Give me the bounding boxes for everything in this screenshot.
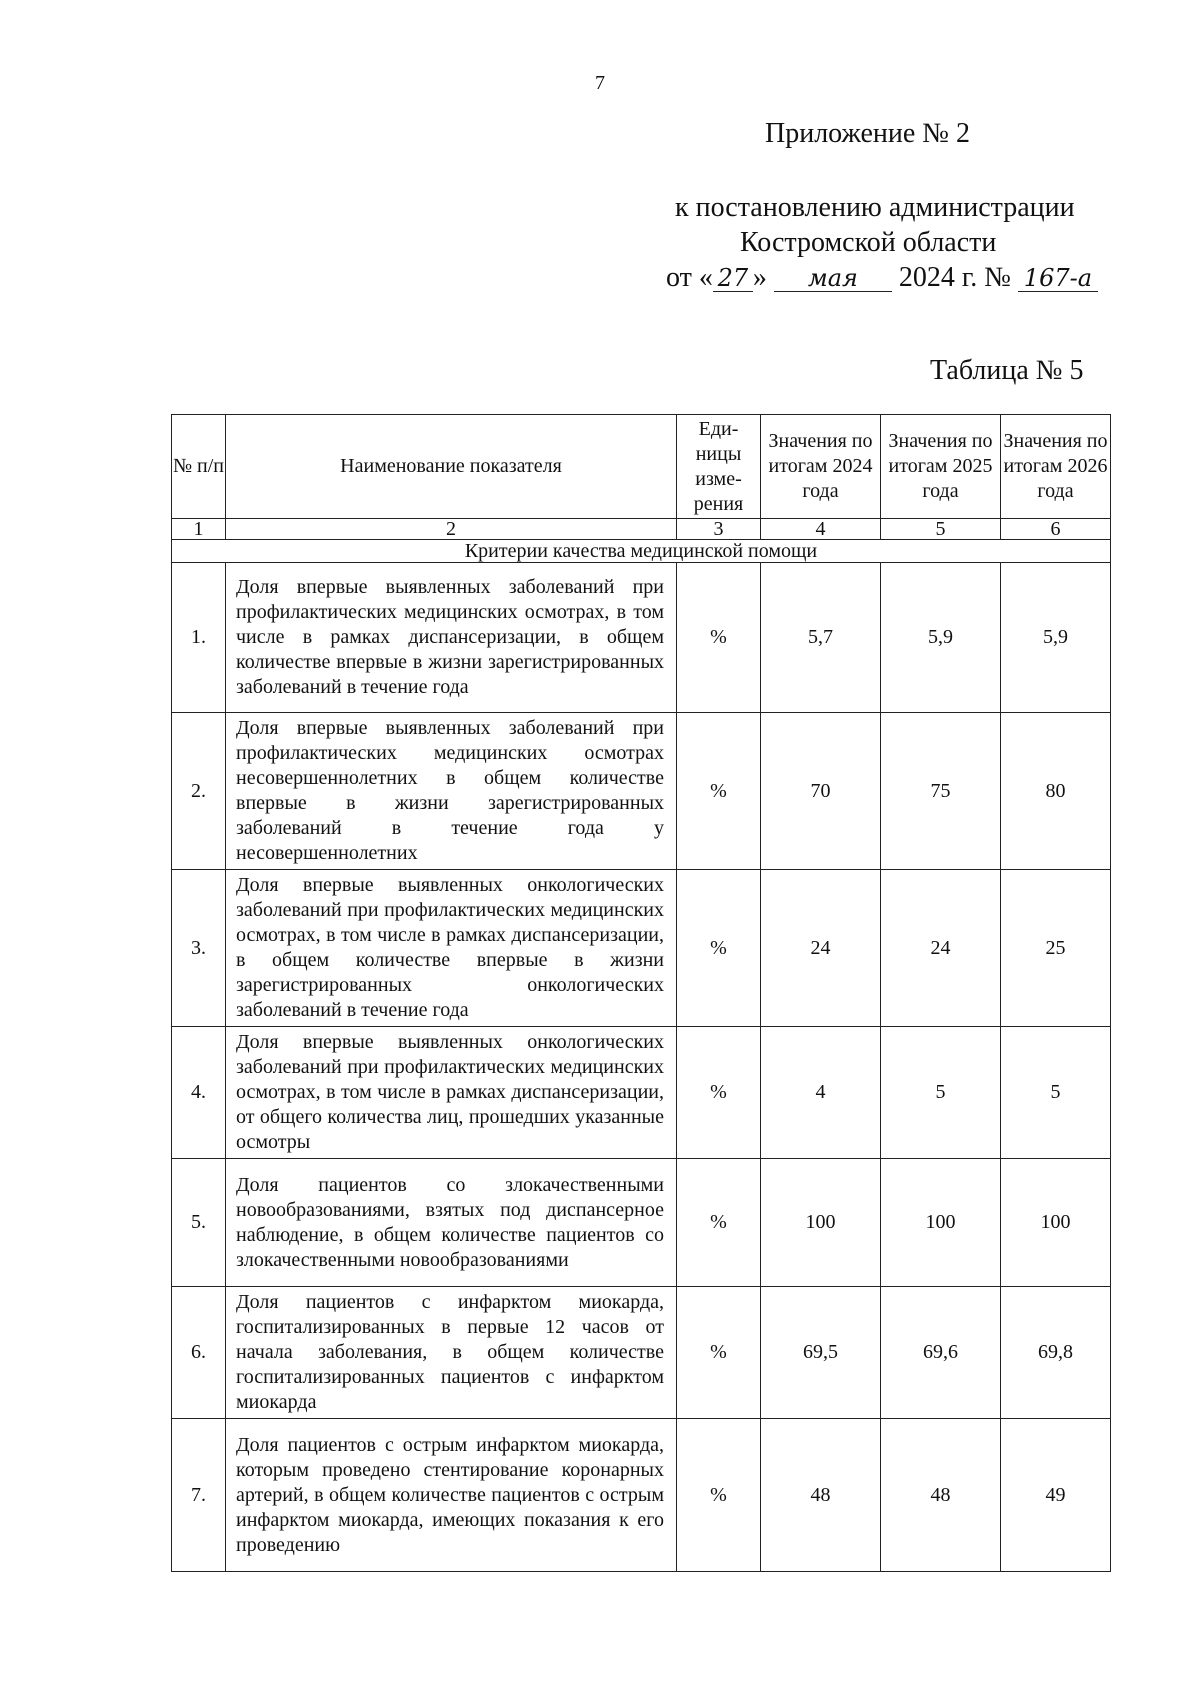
unit-cell: % bbox=[677, 1027, 761, 1159]
indicator-name: Доля впервые выявленных заболеваний при профилактических медицинских осмотрах несовершеннолетних в общем количестве впервые в жизни зарегистрированных заболеваний в течение года у несовершеннолетних bbox=[226, 713, 677, 870]
value-2026: 49 bbox=[1001, 1419, 1111, 1572]
value-2026: 25 bbox=[1001, 870, 1111, 1027]
indicator-name: Доля впервые выявленных онкологических заболеваний при профилактических медицинских осмотрах, в том числе в рамках диспансеризации, в общем количестве впервые в жизни зарегистрированных онкологических заболеваний в течение года bbox=[226, 870, 677, 1027]
row-number: 1. bbox=[172, 563, 226, 713]
column-number: 1 bbox=[172, 519, 226, 540]
table-row bbox=[172, 713, 1111, 870]
decree-region-line: Костромской области bbox=[740, 227, 997, 258]
unit-cell: % bbox=[677, 563, 761, 713]
unit-cell: % bbox=[677, 713, 761, 870]
indicator-name: Доля пациентов со злокачественными новообразованиями, взятых под диспансерное наблюдение, в общем количестве пациентов со злокачественными новообразованиями bbox=[226, 1159, 677, 1287]
row-number: 2. bbox=[172, 713, 226, 870]
value-2025: 100 bbox=[881, 1159, 1001, 1287]
column-number: 3 bbox=[677, 519, 761, 540]
page-number: 7 bbox=[595, 72, 605, 94]
column-number: 4 bbox=[761, 519, 881, 540]
table-row bbox=[172, 563, 1111, 713]
value-2024: 48 bbox=[761, 1419, 881, 1572]
value-2025: 75 bbox=[881, 713, 1001, 870]
decree-date-line bbox=[666, 262, 1098, 294]
value-2024: 5,7 bbox=[761, 563, 881, 713]
row-number: 3. bbox=[172, 870, 226, 1027]
indicator-name: Доля впервые выявленных онкологических заболеваний при профилактических медицинских осмотрах, в том числе в рамках диспансеризации, от общего количества лиц, прошедших указанные осмотры bbox=[226, 1027, 677, 1159]
decree-reference-line: к постановлению администрации bbox=[675, 192, 1075, 223]
value-2025: 5,9 bbox=[881, 563, 1001, 713]
column-number: 2 bbox=[226, 519, 677, 540]
section-title: Критерии качества медицинской помощи bbox=[172, 540, 1111, 563]
handwritten-month: мая bbox=[774, 265, 892, 292]
table-row bbox=[172, 1419, 1111, 1572]
header-unit: Еди-ницы изме-рения bbox=[677, 415, 761, 519]
value-2025: 24 bbox=[881, 870, 1001, 1027]
value-2026: 5 bbox=[1001, 1027, 1111, 1159]
value-2025: 5 bbox=[881, 1027, 1001, 1159]
value-2024: 4 bbox=[761, 1027, 881, 1159]
unit-cell: % bbox=[677, 1159, 761, 1287]
date-prefix: от « bbox=[666, 262, 713, 293]
table-caption: Таблица № 5 bbox=[930, 355, 1084, 386]
section-row bbox=[172, 540, 1111, 563]
table-row bbox=[172, 870, 1111, 1027]
table-header-row bbox=[172, 415, 1111, 519]
unit-cell: % bbox=[677, 870, 761, 1027]
value-2026: 100 bbox=[1001, 1159, 1111, 1287]
row-number: 6. bbox=[172, 1287, 226, 1419]
row-number: 7. bbox=[172, 1419, 226, 1572]
value-2026: 69,8 bbox=[1001, 1287, 1111, 1419]
value-2025: 48 bbox=[881, 1419, 1001, 1572]
appendix-title: Приложение № 2 bbox=[765, 118, 970, 149]
column-number-row bbox=[172, 519, 1111, 540]
indicators-table bbox=[171, 414, 1111, 1572]
row-number: 4. bbox=[172, 1027, 226, 1159]
value-2024: 69,5 bbox=[761, 1287, 881, 1419]
value-2026: 80 bbox=[1001, 713, 1111, 870]
column-number: 6 bbox=[1001, 519, 1111, 540]
table-row bbox=[172, 1159, 1111, 1287]
row-number: 5. bbox=[172, 1159, 226, 1287]
header-name: Наименование показателя bbox=[226, 415, 677, 519]
value-2025: 69,6 bbox=[881, 1287, 1001, 1419]
column-number: 5 bbox=[881, 519, 1001, 540]
header-2026: Значения по итогам 2026 года bbox=[1001, 415, 1111, 519]
table-row bbox=[172, 1287, 1111, 1419]
value-2026: 5,9 bbox=[1001, 563, 1111, 713]
unit-cell: % bbox=[677, 1287, 761, 1419]
header-2024: Значения по итогам 2024 года bbox=[761, 415, 881, 519]
date-year: 2024 г. № bbox=[898, 262, 1011, 293]
indicator-name: Доля пациентов с инфарктом миокарда, госпитализированных в первые 12 часов от начала заболевания, в общем количестве госпитализированных пациентов с инфарктом миокарда bbox=[226, 1287, 677, 1419]
header-2025: Значения по итогам 2025 года bbox=[881, 415, 1001, 519]
handwritten-decree-number: 167-а bbox=[1018, 265, 1098, 292]
indicator-name: Доля пациентов с острым инфарктом миокарда, которым проведено стентирование коронарных артерий, в общем количестве пациентов с острым инфарктом миокарда, имеющих показания к его проведению bbox=[226, 1419, 677, 1572]
indicator-name: Доля впервые выявленных заболеваний при профилактических медицинских осмотрах, в том числе в рамках диспансеризации, в общем количестве впервые в жизни зарегистрированных заболеваний в течение года bbox=[226, 563, 677, 713]
table-row bbox=[172, 1027, 1111, 1159]
unit-cell: % bbox=[677, 1419, 761, 1572]
value-2024: 70 bbox=[761, 713, 881, 870]
date-mid: » bbox=[752, 262, 767, 293]
handwritten-day: 27 bbox=[713, 265, 753, 292]
value-2024: 100 bbox=[761, 1159, 881, 1287]
header-num: № п/п bbox=[172, 415, 226, 519]
value-2024: 24 bbox=[761, 870, 881, 1027]
